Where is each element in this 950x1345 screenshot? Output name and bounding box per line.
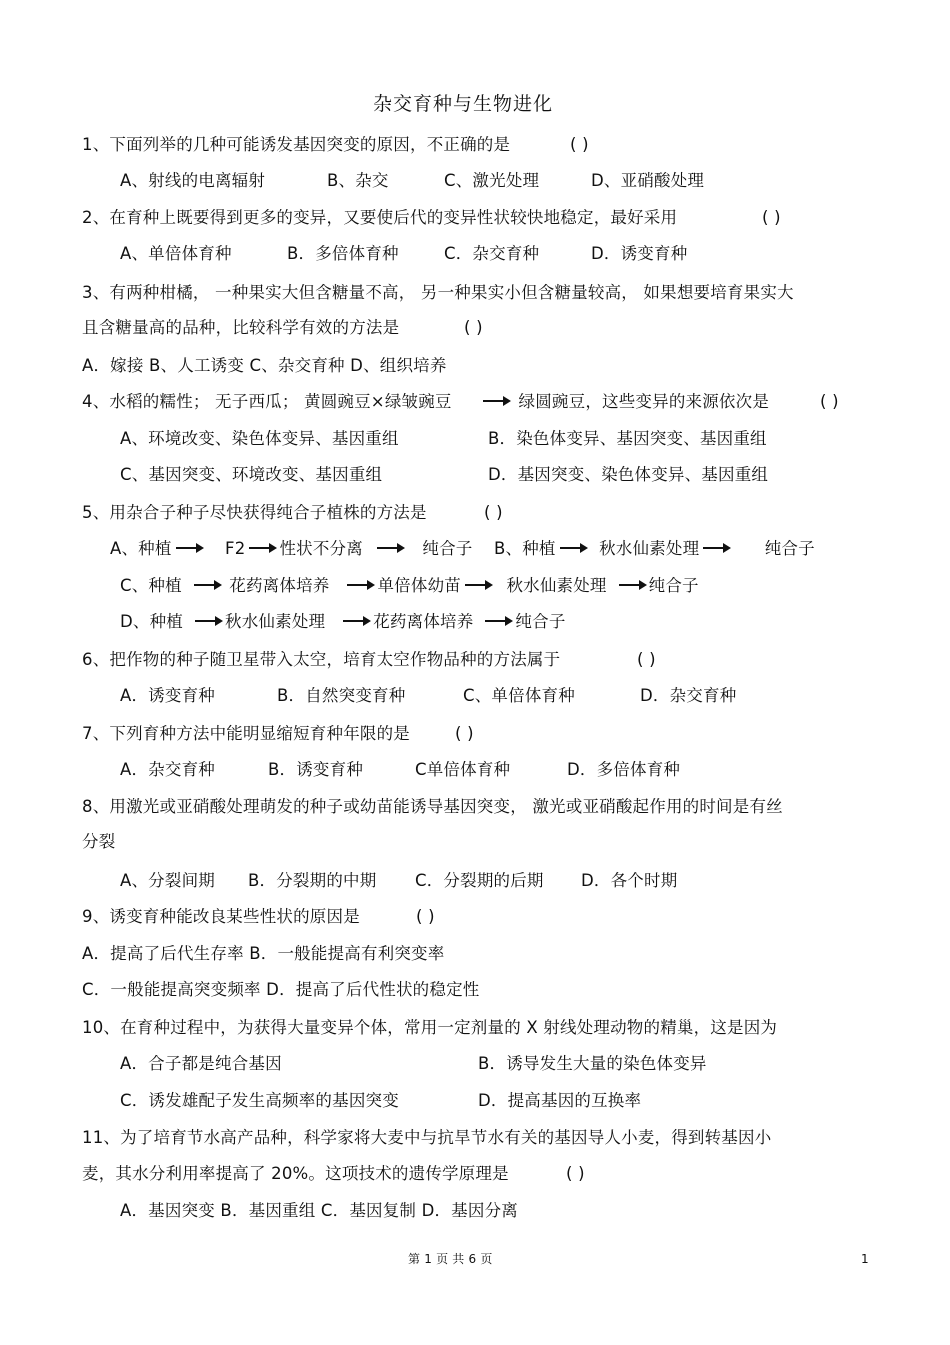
q5-option-b [494,539,815,559]
q4-option-a: A、环境改变、染色体变异、基因重组 [120,429,399,448]
arrow-icon [194,584,220,586]
q2-stem: 2、在育种上既要得到更多的变异，又要使后代的变异性状较快地稳定，最好采用 [82,208,678,227]
q11-options: A．基因突变 B．基因重组 C．基因复制 D．基因分离 [120,1201,518,1220]
q4-option-b: B．染色体变异、基因突变、基因重组 [488,429,767,448]
q2-option-a: A、单倍体育种 [120,244,232,263]
q7-answer-paren: ( ) [455,724,474,743]
q8-stem-line2: 分裂 [82,832,116,851]
q3-stem-line1: 3、有两种柑橘， 一种果实大但含糖量不高， 另一种果实小但含糖量较高， 如果想要培育果实大 [82,283,794,302]
q7-option-d: D．多倍体育种 [567,760,681,779]
q5-a-step1: A、种植 [110,539,172,558]
q7-option-c: C单倍体育种 [415,760,511,779]
arrow-icon [195,620,221,622]
q4-option-d: D．基因突变、染色体变异、基因重组 [488,465,769,484]
q2-answer-paren: ( ) [762,208,781,227]
q5-c-step4: 秋水仙素处理 [506,576,607,595]
q5-d-step1: D、种植 [120,612,184,631]
arrow-icon [347,584,373,586]
q7-stem: 7、下列育种方法中能明显缩短育种年限的是 [82,724,410,743]
q10-option-b: B．诱导发生大量的染色体变异 [478,1054,707,1073]
q5-a-step3: 性状不分离 [279,539,363,558]
q6-option-c: C、单倍体育种 [463,686,575,705]
q6-option-a: A．诱变育种 [120,686,215,705]
arrow-icon [343,620,369,622]
q6-option-b: B．自然突变育种 [277,686,406,705]
q5-option-a [110,539,473,559]
arrow-icon [465,584,491,586]
q4-answer-paren: ( ) [820,392,839,411]
q2-option-d: D．诱变育种 [591,244,688,263]
q3-answer-paren: ( ) [464,318,483,337]
q5-stem: 5、用杂合子种子尽快获得纯合子植株的方法是 [82,503,427,522]
q4-stem-part2: 绿圆豌豆，这些变异的来源依次是 [518,392,770,411]
arrow-icon [176,547,202,549]
q9-options-ab: A．提高了后代生存率 B．一般能提高有利突变率 [82,944,445,963]
q10-option-d: D．提高基因的互换率 [478,1091,642,1110]
q5-b-step1: B、种植 [494,539,556,558]
q5-d-step2: 秋水仙素处理 [225,612,326,631]
q2-option-b: B．多倍体育种 [287,244,399,263]
q5-d-step3: 花药离体培养 [373,612,474,631]
q5-c-step5: 纯合子 [648,576,699,595]
arrow-icon [560,547,586,549]
q4-stem-part1: 4、水稻的糯性； 无子西瓜； 黄圆豌豆×绿皱豌豆 [82,392,452,411]
q7-option-a: A．杂交育种 [120,760,215,779]
q4-option-c: C、基因突变、环境改变、基因重组 [120,465,383,484]
q4-stem [82,392,769,412]
q7-option-b: B．诱变育种 [268,760,364,779]
q5-option-d [120,612,566,632]
q5-a-step4: 纯合子 [422,539,473,558]
q6-answer-paren: ( ) [637,650,656,669]
arrow-icon [703,547,729,549]
q5-a-step2: F2 [225,539,246,558]
arrow-icon [485,620,511,622]
q1-answer-paren: ( ) [570,135,589,154]
q2-option-c: C．杂交育种 [444,244,540,263]
q1-option-d: D、亚硝酸处理 [591,171,705,190]
q11-stem-line1: 11、为了培育节水高产品种，科学家将大麦中与抗旱节水有关的基因导人小麦，得到转基因小 [82,1128,772,1147]
q5-d-step4: 纯合子 [515,612,566,631]
q5-c-step1: C、种植 [120,576,182,595]
q1-stem: 1、下面列举的几种可能诱发基因突变的原因，不正确的是 [82,135,511,154]
q8-option-a: A、分裂间期 [120,871,215,890]
q1-option-a: A、射线的电离辐射 [120,171,266,190]
q10-stem: 10、在育种过程中，为获得大量变异个体，常用一定剂量的 X 射线处理动物的精巢，这是因为 [82,1018,778,1037]
arrow-icon [249,547,275,549]
q11-stem-line2: 麦，其水分利用率提高了 20%。这项技术的遗传学原理是 [82,1164,509,1183]
q6-option-d: D．杂交育种 [640,686,737,705]
q9-options-cd: C．一般能提高突变频率 D．提高了后代性状的稳定性 [82,980,480,999]
page-footer-info: 第 1 页 共 6 页 [408,1252,493,1266]
q6-stem: 6、把作物的种子随卫星带入太空，培育太空作物品种的方法属于 [82,650,561,669]
q8-option-c: C．分裂期的后期 [415,871,544,890]
arrow-icon [619,584,645,586]
q11-answer-paren: ( ) [566,1164,585,1183]
q5-c-step3: 单倍体幼苗 [377,576,461,595]
q3-stem-line2: 且含糖量高的品种，比较科学有效的方法是 [82,318,400,337]
q10-option-a: A．合子都是纯合基因 [120,1054,282,1073]
q10-option-c: C．诱发雄配子发生高频率的基因突变 [120,1091,399,1110]
q5-b-step2: 秋水仙素处理 [599,539,700,558]
q1-option-b: B、杂交 [327,171,389,190]
q1-option-c: C、激光处理 [444,171,540,190]
q3-options: A．嫁接 B、人工诱变 C、杂交育种 D、组织培养 [82,356,447,375]
q5-c-step2: 花药离体培养 [229,576,330,595]
q5-answer-paren: ( ) [484,503,503,522]
q8-option-b: B．分裂期的中期 [248,871,377,890]
q9-stem: 9、诱变育种能改良某些性状的原因是 [82,907,360,926]
q5-b-step3: 纯合子 [764,539,815,558]
q5-option-c [120,576,699,596]
page-number: 1 [861,1252,869,1266]
arrow-icon [377,547,403,549]
arrow-icon [483,400,509,402]
page-title: 杂交育种与生物进化 [373,93,554,115]
q8-option-d: D．各个时期 [581,871,678,890]
q9-answer-paren: ( ) [416,907,435,926]
q8-stem-line1: 8、用激光或亚硝酸处理萌发的种子或幼苗能诱导基因突变， 激光或亚硝酸起作用的时间是有丝 [82,797,783,816]
